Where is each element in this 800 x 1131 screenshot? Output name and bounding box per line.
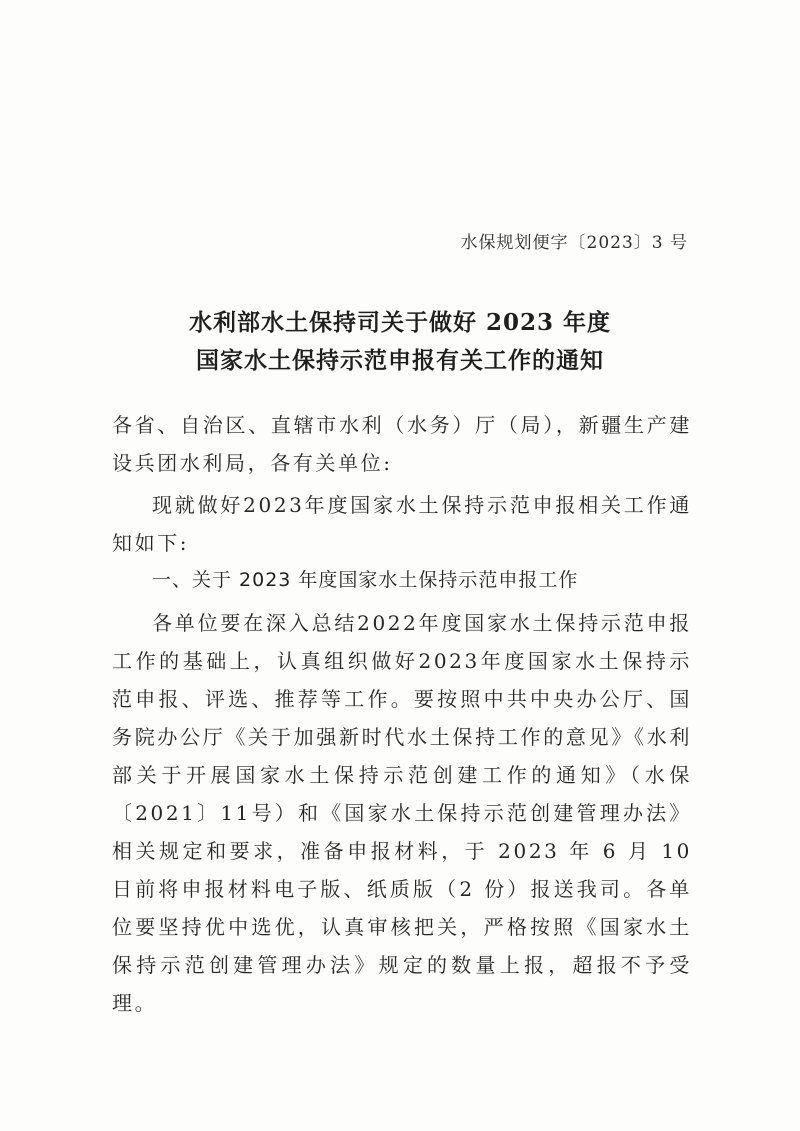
document-title-line-2: 国家水土保持示范申报有关工作的通知 (196, 347, 604, 374)
section-1-heading: 一、关于 2023 年度国家水土保持示范申报工作 (152, 569, 579, 591)
salutation: 各省、自治区、直辖市水利（水务）厅（局），新疆生产建设兵团水利局，各有关单位: (112, 413, 692, 475)
document-number: 水保规划便字〔2023〕3 号 (460, 233, 688, 253)
section-1-paragraph: 各单位要在深入总结2022年度国家水土保持示范申报工作的基础上，认真组织做好2023年度国家水土保持示范申报、评选、推荐等工作。要按照中共中央办公厅、国务院办公厅《关于加强新时代水土保持工作的意见》《水利部关于开展国家水土保持示范创建工作的通知》（水保〔2021〕11号）和《国家水土保持示范创建管理办法》相关规定和要求，准备申报材料，于 2023 年 6 月 10 日前将申报材料电子版、纸质版（2 份）报送我司。各单位要坚持优中选优，认真审核把关，严格按照《国家水土保持示范创建管理办法》规定的数量上报，超报不予受理。 (112, 611, 692, 1015)
intro-paragraph: 现就做好2023年度国家水土保持示范申报相关工作通知如下: (112, 493, 692, 555)
document-title-line-1: 水利部水土保持司关于做好 2023 年度 (188, 309, 612, 336)
